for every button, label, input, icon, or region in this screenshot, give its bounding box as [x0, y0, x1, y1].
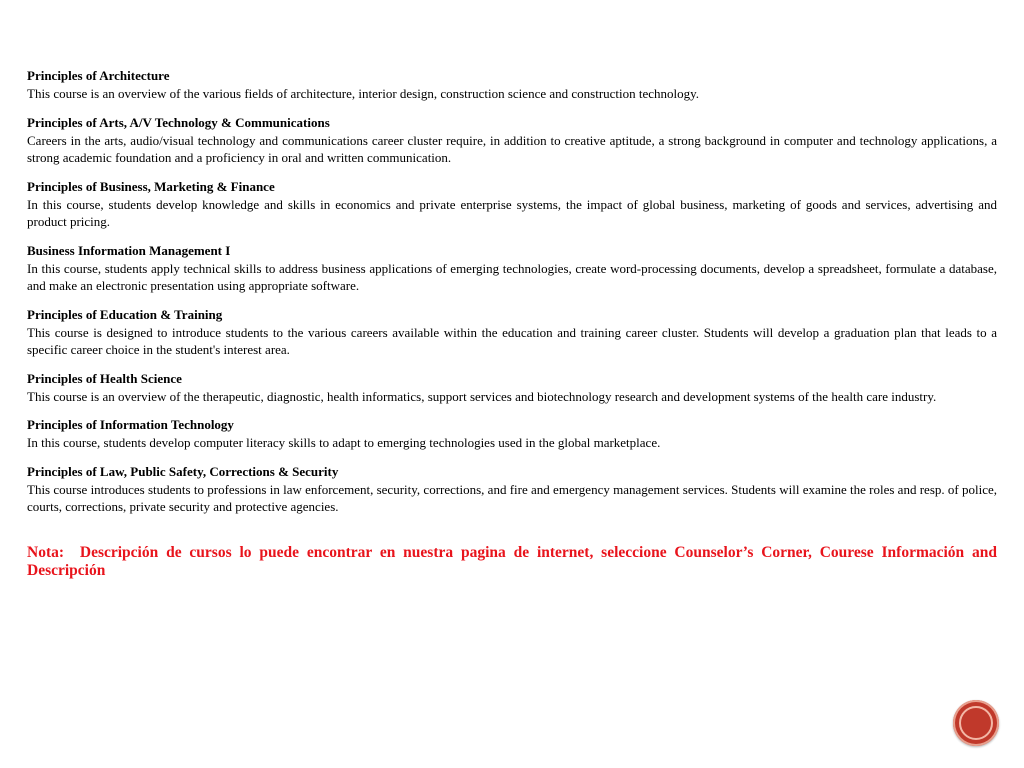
course-title: Principles of Education & Training	[27, 306, 223, 322]
course-title: Principles of Information Technology	[27, 417, 234, 432]
nota-paragraph	[27, 544, 997, 581]
course-description: This course is an overview of the various fields of architecture, interior design, construction science and construction technology.	[27, 86, 700, 101]
course-item	[27, 306, 997, 359]
course-item	[27, 463, 997, 516]
course-item	[27, 416, 997, 452]
course-description: Careers in the arts, audio/visual technology and communications career cluster require, in addition to creative aptitude, a strong background in computer and technology applications, a strong academic foundation and a proficiency in oral and written communication.	[27, 132, 997, 165]
course-title: Principles of Law, Public Safety, Corrections & Security	[27, 463, 339, 479]
course-item	[27, 67, 997, 103]
course-title: Principles of Architecture	[27, 68, 170, 83]
top-bar	[0, 0, 1024, 5]
course-description: This course is an overview of the therapeutic, diagnostic, health informatics, support services and biotechnology research and development systems of the health care industry.	[27, 388, 937, 404]
logo-inner-ring	[959, 706, 993, 740]
course-title: Principles of Health Science	[27, 370, 182, 386]
course-title: Business Information Management I	[27, 242, 231, 258]
course-item	[27, 178, 997, 231]
course-item	[27, 114, 997, 167]
course-item	[27, 242, 997, 295]
course-description: This course is designed to introduce students to the various careers available within the education and training career cluster. Students will develop a graduation plan that leads to a specific career choice in the student's interest area.	[27, 324, 997, 357]
course-item	[27, 370, 997, 406]
course-description: In this course, students develop knowledge and skills in economics and private enterprise systems, the impact of global business, marketing of goods and services, advertising and product pricing.	[27, 196, 997, 229]
circle-logo-icon	[953, 700, 999, 746]
nota-label: Nota:	[27, 543, 65, 561]
course-list	[27, 67, 997, 581]
course-description: In this course, students apply technical skills to address business applications of emerging technologies, create word-processing documents, develop a spreadsheet, formulate a database, and make an electronic presentation using appropriate software.	[27, 260, 997, 293]
course-title: Principles of Arts, A/V Technology & Communications	[27, 114, 330, 130]
nota-text: Descripción de cursos lo puede encontrar en nuestra pagina de internet, seleccione Counselor’s Corner, Courese Información and Descripción	[27, 543, 998, 579]
course-description: In this course, students develop computer literacy skills to adapt to emerging technologies used in the global marketplace.	[27, 435, 661, 450]
course-description: This course introduces students to professions in law enforcement, security, corrections, and fire and emergency management services. Students will examine the roles and resp. of police, courts, corrections, private security and protective agencies.	[27, 481, 997, 514]
course-title: Principles of Business, Marketing & Finance	[27, 178, 275, 194]
